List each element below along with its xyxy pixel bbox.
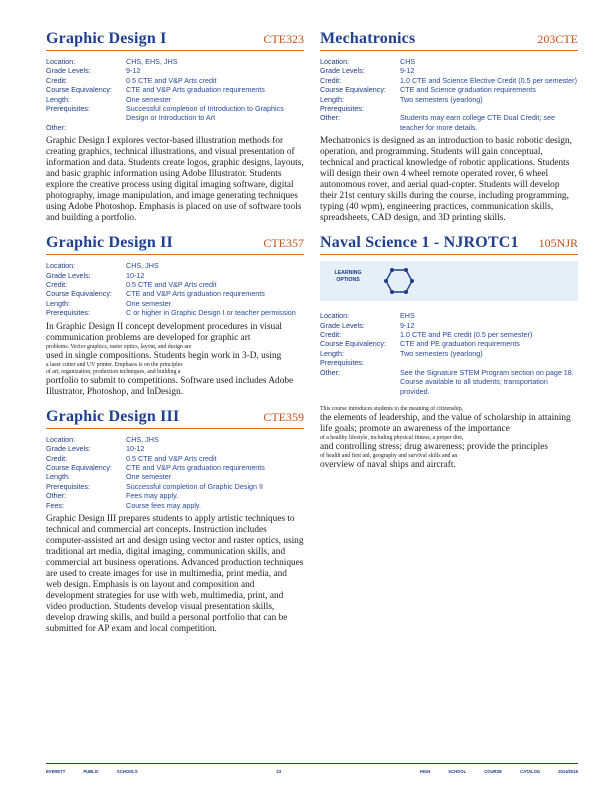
info-row [46, 104, 304, 123]
course-header [46, 408, 304, 429]
info-row [46, 444, 304, 453]
info-value: Fees may apply. [126, 491, 179, 501]
info-value: CHS, JHS [126, 434, 159, 444]
info-label: Other: [320, 113, 340, 123]
info-value: 10-12 [126, 444, 145, 454]
footer-district [46, 769, 138, 774]
course-title: Graphic Design II [46, 234, 173, 252]
learning-options-label: LEARNING OPTIONS [334, 270, 362, 284]
course-graphic-design-1 [46, 30, 304, 224]
info-label: Length: [46, 94, 70, 104]
info-row [46, 261, 304, 270]
info-value: Course fees may apply. [126, 500, 201, 510]
info-label: Credit: [46, 280, 68, 290]
course-title: Graphic Design I [46, 30, 167, 47]
info-row [320, 76, 578, 85]
course-title: Naval Science 1 - NJROTC1 [320, 234, 519, 252]
desc-small-text: a laser cutter and UV printer. Emphasis is on the principles [46, 361, 183, 368]
info-label: Prerequisites: [46, 308, 90, 318]
info-value: 1.0 CTE and PE credit (0.5 per semester) [400, 330, 533, 340]
info-value: 9-12 [400, 66, 415, 76]
footer-word: PUBLIC [83, 769, 99, 774]
info-value: 10-12 [126, 270, 145, 280]
course-description: Mechatronics is designed as an introduction to basic robotic design, operation, and programming. Students will gain conceptual, technical and practical knowledge of robotic applications. Students will design their own 4 wheel remote operated rover, 6 wheel autonomous rover, and aerial quad-copter. Students will develop their 21st century skills during the course, including programming, typing (40 wpm), engineering practices, communication skills, spreadsheets, CAD design, and 3D printing skills. [320, 136, 572, 224]
course-info [46, 261, 304, 317]
course-code: 203CTE [537, 32, 578, 46]
learning-options-box [320, 261, 578, 301]
info-label: Location: [46, 261, 76, 271]
info-row [46, 501, 304, 510]
info-row [46, 123, 304, 132]
info-label: Credit: [320, 75, 342, 85]
info-value: 9-12 [126, 66, 141, 76]
info-value [126, 123, 304, 132]
desc-text: overview of naval ships and aircraft. [320, 459, 456, 470]
course-code: 105NJR [538, 236, 578, 251]
info-row [320, 349, 578, 358]
info-label: Prerequisites: [320, 104, 364, 114]
desc-text: portfolio to submit to competitions. Software used includes Adobe Illustrator, Photoshop, and InDesign. [46, 375, 294, 397]
course-description: Graphic Design III prepares students to apply artistic techniques to technical and commercial art concepts. Instruction includes computer-assisted art and design using vector and raster optics, using traditional art media, digital imaging, communication skills, and commercial art business operations. Advanced production techniques are used to create images for use in multimedia, print media, and web design. Emphasis is on layout and composition and development strategies for use with web, multimedia, print, and video production. Students develop visual presentation skills, develop drawing skills, and build a personal portfolio that can be submitted for AP exam and local competition. [46, 513, 304, 634]
course-code: CTE323 [263, 32, 304, 46]
info-label: Credit: [46, 453, 68, 463]
info-value: See the Signature STEM Program section on page 18. Course available to all students; transportation provided. [400, 367, 574, 396]
course-header [320, 30, 578, 51]
info-value: One semester [126, 472, 172, 482]
info-value: 0.5 CTE and V&P Arts credit [126, 75, 217, 85]
right-column [320, 30, 578, 481]
footer-word: EVERETT [46, 769, 66, 774]
info-row [320, 311, 578, 320]
info-row [46, 57, 304, 66]
info-label: Grade Levels: [46, 444, 91, 454]
course-header [320, 234, 578, 255]
course-info [46, 435, 304, 510]
info-label: Location: [320, 57, 350, 66]
footer-word: HIGH [419, 769, 431, 774]
info-value: CHS, EHS, JHS [126, 57, 178, 66]
info-row [320, 113, 578, 132]
info-value: CTE and V&P Arts graduation requirements [126, 85, 265, 95]
info-row [46, 472, 304, 481]
info-row [46, 463, 304, 472]
info-value: 0.5 CTE and V&P Arts credit [126, 453, 217, 463]
info-row [46, 280, 304, 289]
page-number: 23 [276, 769, 282, 774]
info-row [320, 339, 578, 348]
info-value: 9-12 [400, 320, 415, 330]
course-code: CTE357 [263, 236, 304, 251]
desc-text: used in single compositions. Students begin work in 3-D, using [46, 350, 282, 361]
info-value: Two semesters (yearlong) [400, 348, 483, 358]
info-label: Length: [46, 472, 70, 482]
course-header [46, 30, 304, 51]
footer-word: CATALOG [520, 769, 541, 774]
info-value: CTE and PE graduation requirements [400, 339, 520, 349]
info-label: Course Equivalency: [46, 289, 112, 299]
desc-small-text: of a healthy lifestyle, including physical fitness, a proper diet, [320, 434, 464, 441]
info-row [320, 358, 578, 367]
info-row [46, 482, 304, 491]
info-value: Students may earn college CTE Dual Credit; see teacher for more details. [400, 113, 556, 132]
info-value: C or higher in Graphic Design I or teacher permission [126, 308, 296, 318]
page-footer [46, 763, 578, 774]
info-label: Course Equivalency: [46, 85, 112, 95]
info-row [46, 299, 304, 308]
info-label: Fees: [46, 500, 64, 510]
desc-small-text: problems. Vector graphics, raster optics, layout, and design are [46, 343, 192, 350]
info-value: CHS [400, 57, 416, 66]
info-row [46, 66, 304, 75]
course-description [320, 406, 578, 471]
course-info [320, 57, 578, 132]
info-label: Other: [46, 122, 66, 132]
footer-word: 2014/2015 [558, 769, 578, 774]
course-naval-science-1 [320, 234, 578, 471]
info-label: Grade Levels: [320, 66, 365, 76]
footer-catalog [420, 769, 578, 774]
info-row [46, 271, 304, 280]
info-row [46, 454, 304, 463]
info-value: Two semesters (yearlong) [400, 94, 483, 104]
info-value: EHS [400, 311, 415, 321]
info-label: Course Equivalency: [320, 85, 386, 95]
info-row [320, 85, 578, 94]
info-label: Length: [320, 94, 344, 104]
desc-small-text: of health and first aid, geography and survival skills and an [320, 452, 458, 459]
info-label: Course Equivalency: [320, 339, 386, 349]
info-row [320, 104, 578, 113]
hexagon-network-icon [384, 268, 414, 294]
info-row [320, 368, 578, 396]
course-mechatronics [320, 30, 578, 224]
footer-word: COURSE [484, 769, 503, 774]
info-value: One semester [126, 298, 172, 308]
course-graphic-design-3 [46, 408, 304, 635]
info-label: Prerequisites: [46, 104, 90, 114]
info-row [46, 76, 304, 85]
course-title: Graphic Design III [46, 407, 180, 425]
info-label: Course Equivalency: [46, 462, 112, 472]
info-row [46, 85, 304, 94]
info-value [400, 358, 578, 367]
info-label: Other: [46, 491, 66, 501]
info-value: 0.5 CTE and V&P Arts credit [126, 280, 217, 290]
info-label: Length: [46, 298, 70, 308]
info-label: Prerequisites: [320, 358, 364, 368]
info-label: Location: [46, 434, 76, 444]
info-row [320, 95, 578, 104]
footer-word: SCHOOLS [116, 769, 138, 774]
info-value: CHS, JHS [126, 261, 159, 271]
info-row [320, 57, 578, 66]
info-value: 1.0 CTE and Science Elective Credit (0.5 per semester) [400, 75, 577, 85]
course-code: CTE359 [263, 409, 304, 424]
info-row [46, 308, 304, 317]
info-label: Other: [320, 367, 340, 377]
info-label: Location: [46, 57, 76, 66]
info-row [46, 95, 304, 104]
left-column [46, 30, 304, 645]
course-description [46, 322, 304, 398]
desc-small-text: of art, organization, production techniques, and building a [46, 368, 181, 375]
info-label: Grade Levels: [46, 270, 91, 280]
info-label: Credit: [320, 330, 342, 340]
info-row [320, 321, 578, 330]
desc-text: and controlling stress; drug awareness; provide the principles [320, 441, 548, 452]
info-value [400, 104, 578, 113]
info-value: Successful completion of Graphic Design II [126, 481, 264, 491]
info-row [46, 491, 304, 500]
course-description: Graphic Design I explores vector-based illustration methods for creating graphics, technical illustrations, and visual presentation of information and data. Students create logos, graphic designs, layouts, and basic graphic information using Adobe Illustrator. Students explore the creative process using digital imaging software, digital photography, image manipulation, and image generating techniques using Adobe Photoshop. Emphasis is placed on use of software tools and building a portfolio. [46, 136, 304, 224]
info-label: Grade Levels: [320, 320, 365, 330]
info-label: Grade Levels: [46, 66, 91, 76]
course-info [320, 311, 578, 396]
course-info [46, 57, 304, 132]
info-value: CTE and Science graduation requirements [400, 85, 536, 95]
desc-text: In Graphic Design II concept development procedures in visual communication problems are developed for graphic art [46, 321, 282, 343]
course-header [46, 234, 304, 255]
info-row [320, 66, 578, 75]
desc-small-text: This course introduces students to the meaning of citizenship, [320, 405, 464, 412]
course-graphic-design-2 [46, 234, 304, 397]
info-value: CTE and V&P Arts graduation requirements [126, 289, 265, 299]
info-value: One semester [126, 94, 172, 104]
info-row [320, 330, 578, 339]
info-label: Credit: [46, 75, 68, 85]
course-title: Mechatronics [320, 30, 416, 47]
info-value: Successful completion of Introduction to Graphics Design or Introduction to Art [126, 104, 284, 123]
info-label: Length: [320, 348, 344, 358]
footer-word: SCHOOL [448, 769, 467, 774]
info-row [46, 435, 304, 444]
desc-text: the elements of leadership, and the value of scholarship in attaining life goals; promote an awareness of the importance [320, 412, 571, 434]
info-label: Prerequisites: [46, 481, 90, 491]
info-value: CTE and V&P Arts graduation requirements [126, 462, 265, 472]
info-label: Location: [320, 311, 350, 321]
info-row [46, 289, 304, 298]
